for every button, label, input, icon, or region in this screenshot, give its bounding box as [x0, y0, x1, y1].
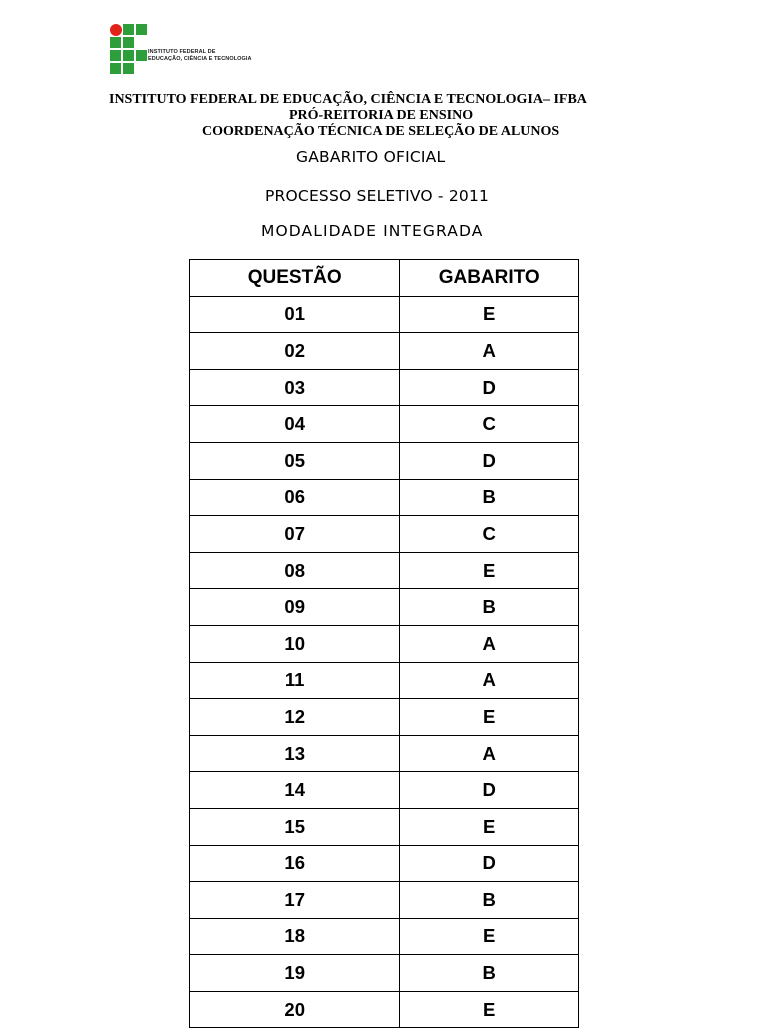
question-number: 03 [190, 369, 400, 406]
question-number: 04 [190, 406, 400, 443]
logo-square [136, 50, 147, 61]
answer-letter: C [400, 516, 579, 553]
table-row [190, 735, 579, 772]
question-number: 11 [190, 662, 400, 699]
logo-square [123, 37, 134, 48]
logo-square [110, 50, 121, 61]
logo-text-line2: EDUCAÇÃO, CIÊNCIA E TECNOLOGIA [148, 56, 252, 62]
table-header-row [190, 260, 579, 297]
table-row [190, 516, 579, 553]
logo-text [148, 49, 252, 63]
question-number: 16 [190, 845, 400, 882]
table-row [190, 882, 579, 919]
selection-process-title: PROCESSO SELETIVO - 2011 [265, 187, 490, 205]
answer-letter: B [400, 589, 579, 626]
table-row [190, 918, 579, 955]
table-row [190, 333, 579, 370]
table-row [190, 625, 579, 662]
answer-letter: E [400, 991, 579, 1028]
official-answer-key-title: GABARITO OFICIAL [296, 148, 446, 166]
answer-letter: E [400, 808, 579, 845]
table-row [190, 845, 579, 882]
answer-letter: E [400, 552, 579, 589]
answer-letter: E [400, 699, 579, 736]
answer-letter: D [400, 369, 579, 406]
question-number: 07 [190, 516, 400, 553]
question-number: 20 [190, 991, 400, 1028]
table-row [190, 589, 579, 626]
question-number: 09 [190, 589, 400, 626]
question-number: 13 [190, 735, 400, 772]
question-number: 05 [190, 442, 400, 479]
table-row [190, 699, 579, 736]
logo-square [136, 24, 147, 35]
modality-title: MODALIDADE INTEGRADA [261, 222, 484, 240]
question-number: 12 [190, 699, 400, 736]
logo-red-circle [110, 24, 122, 36]
answer-letter: E [400, 918, 579, 955]
answer-rows [190, 296, 579, 1028]
answer-letter: D [400, 442, 579, 479]
question-number: 19 [190, 955, 400, 992]
table-row [190, 369, 579, 406]
logo-square [123, 24, 134, 35]
logo-text-line1: INSTITUTO FEDERAL DE [148, 49, 216, 55]
logo-square [110, 37, 121, 48]
answer-letter: B [400, 882, 579, 919]
question-number: 18 [190, 918, 400, 955]
question-number: 10 [190, 625, 400, 662]
answer-letter: D [400, 772, 579, 809]
question-number: 02 [190, 333, 400, 370]
table-row [190, 479, 579, 516]
logo-square [123, 50, 134, 61]
answer-letter: D [400, 845, 579, 882]
answer-letter: B [400, 479, 579, 516]
column-header-answer: GABARITO [400, 260, 579, 297]
ifba-logo [110, 24, 252, 76]
question-number: 08 [190, 552, 400, 589]
answer-letter: A [400, 662, 579, 699]
table-row [190, 808, 579, 845]
answer-key-table [189, 259, 579, 1028]
institution-name: INSTITUTO FEDERAL DE EDUCAÇÃO, CIÊNCIA E TECNOLOGIA– IFBA [109, 92, 587, 107]
table-row [190, 662, 579, 699]
logo-square [110, 63, 121, 74]
column-header-question: QUESTÃO [190, 260, 400, 297]
answer-letter: A [400, 333, 579, 370]
department-name: PRÓ-REITORIA DE ENSINO [289, 108, 474, 123]
table-row [190, 406, 579, 443]
coordination-name: COORDENAÇÃO TÉCNICA DE SELEÇÃO DE ALUNOS [202, 124, 560, 139]
question-number: 14 [190, 772, 400, 809]
answer-letter: C [400, 406, 579, 443]
question-number: 01 [190, 296, 400, 333]
answer-letter: B [400, 955, 579, 992]
answer-letter: A [400, 625, 579, 662]
table-row [190, 552, 579, 589]
table-row [190, 442, 579, 479]
answer-letter: A [400, 735, 579, 772]
answer-letter: E [400, 296, 579, 333]
table-row [190, 772, 579, 809]
question-number: 15 [190, 808, 400, 845]
table-row [190, 955, 579, 992]
table-row [190, 296, 579, 333]
table-row [190, 991, 579, 1028]
logo-square [123, 63, 134, 74]
question-number: 17 [190, 882, 400, 919]
question-number: 06 [190, 479, 400, 516]
